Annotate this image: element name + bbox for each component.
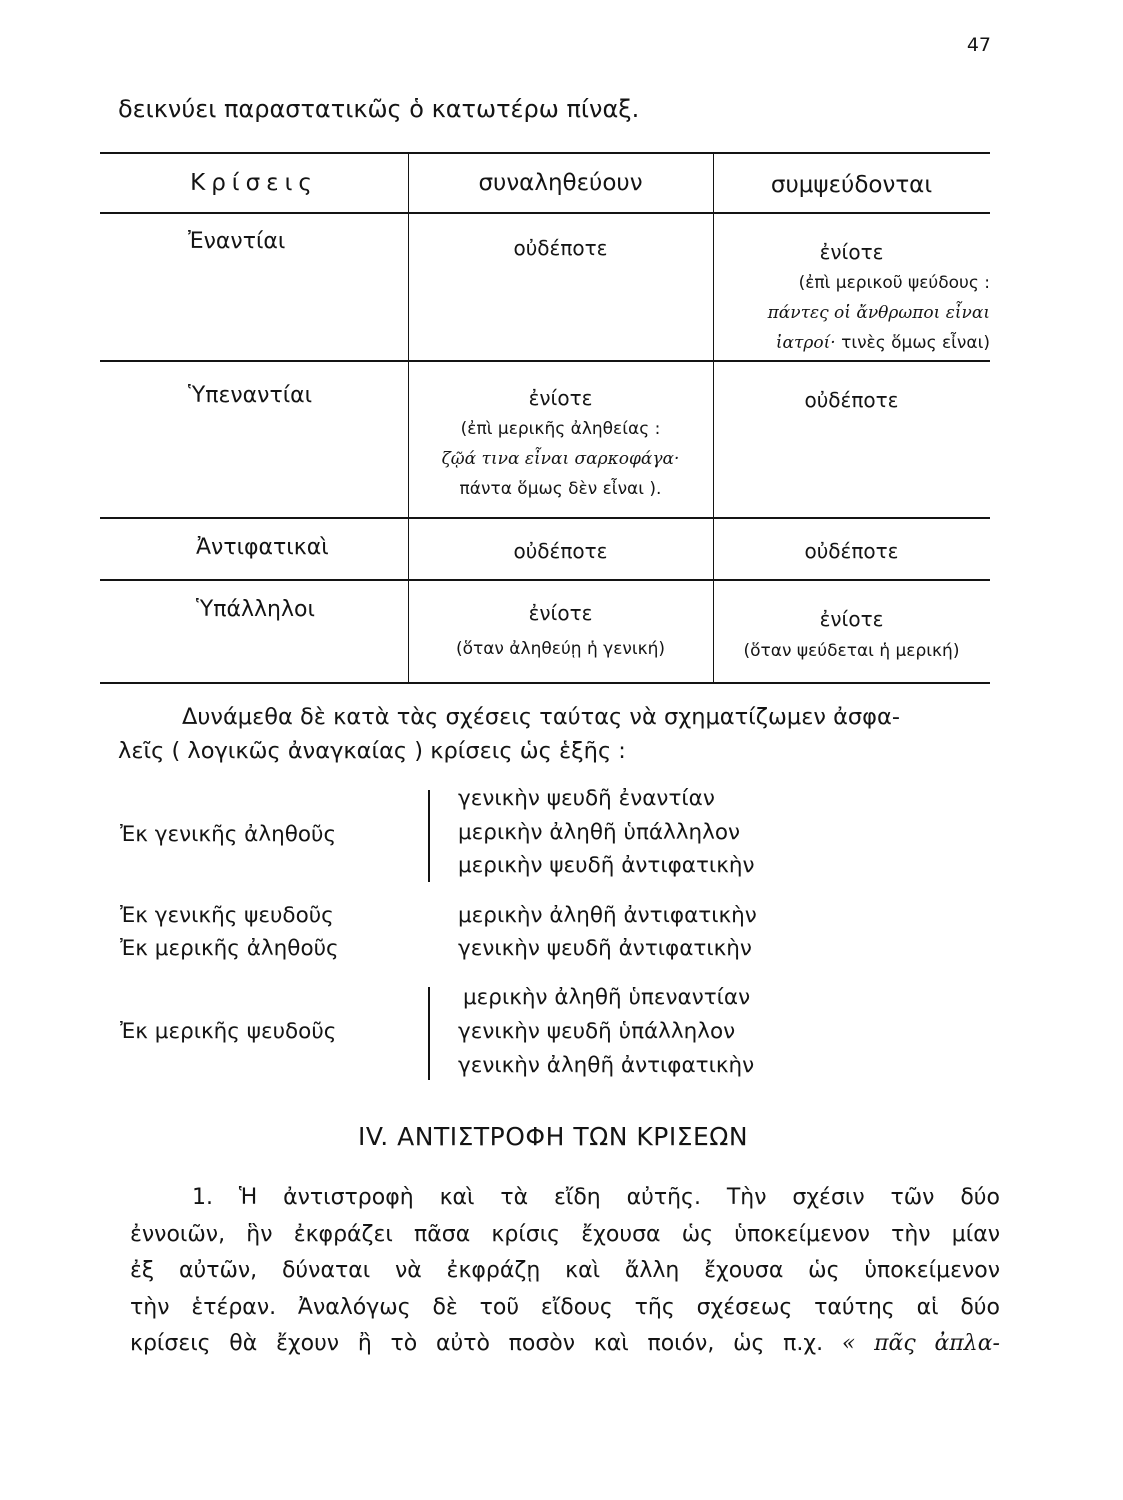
body-paragraph [130,1180,1000,1363]
judgement-item: γενικὴν ψευδῆ ὑπάλληλον [458,1019,736,1044]
row3-true-together: οὐδέποτε [513,539,608,563]
row4-true-together: ἐνίοτε [528,601,593,625]
body-line-4: τὴν ἑτέραν. Ἀναλόγως δὲ τοῦ εἴδους τῆς σχέσεως ταύτης αἱ δύο [130,1294,1000,1320]
row2-false-together: οὐδέποτε [804,388,899,412]
row4-false-together: ἐνίοτε [819,607,884,631]
paragraph-line-1: Δυνάμεθα δὲ κατὰ τὰς σχέσεις ταύτας νὰ σχηματίζωμεν ἀσφα- [182,704,900,730]
judgement-item: μερικὴν ἀληθῆ ὑπάλληλον [458,820,741,845]
row1-note [730,268,990,358]
judgement-label-general-false: Ἐκ γενικῆς ψευδοῦς [120,903,334,928]
judgement-item: γενικὴν ψευδῆ ἀντιφατικὴν [458,936,752,961]
judgement-label-general-true: Ἐκ γενικῆς ἀληθοῦς [120,822,337,847]
brace-particular-false [428,987,430,1080]
intro-line: δεικνύει παραστατικῶς ὁ κατωτέρω πίναξ. [118,95,640,123]
row2-note-tail: πάντα ὅμως δὲν εἶναι ). [459,479,662,499]
row1-true-together: οὐδέποτε [513,236,608,260]
judgement-item: γενικὴν ἀληθῆ ἀντιφατικὴν [458,1053,755,1078]
row1-note-line1: (ἐπὶ μερικοῦ ψεύδους : [798,273,990,293]
row2-note-line1: (ἐπὶ μερικῆς ἀληθείας : [460,419,661,439]
body-line-1-rest: Τὴν σχέσιν τῶν δύο [726,1185,1000,1210]
row1-note-example: πάντες οἱ ἄνθρωποι εἶναι [767,303,990,323]
table-rule-row1 [100,360,990,362]
row2-note [408,414,713,504]
row1-note-line3 [730,328,990,358]
table-rule-bottom [100,682,990,684]
table-rule-row2 [100,517,990,519]
paragraph-line-2: λεῖς ( λογικῶς ἀναγκαίας ) κρίσεις ὡς ἑξῆς : [118,738,626,764]
body-line-5-start: κρίσεις θὰ ἔχουν ἢ τὸ αὐτὸ ποσὸν καὶ ποιόν, ὡς π.χ. [130,1331,824,1356]
row3-false-together: οὐδέποτε [804,539,899,563]
judgement-label-particular-true: Ἐκ μερικῆς ἀληθοῦς [120,936,339,961]
row4-false-note: (ὅταν ψεύδεται ἡ μερική) [743,641,960,661]
table-rule-top [100,152,990,154]
row1-note-example-2: ἰατροί· [775,333,836,353]
table-rule-header [100,212,990,214]
body-line-3: ἐξ αὐτῶν, δύναται νὰ ἐκφράζῃ καὶ ἄλλη ἔχουσα ὡς ὑποκείμενον [130,1258,1000,1283]
row2-true-together: ἐνίοτε [528,386,593,410]
body-line-5 [130,1326,1000,1363]
row1-note-tail: τινὲς ὅμως εἶναι) [841,333,990,353]
page-number: 47 [966,34,991,56]
judgement-item: μερικὴν ἀληθῆ ἀντιφατικὴν [458,903,757,928]
body-line-1 [130,1180,1000,1217]
body-line-2: ἐννοιῶν, ἣν ἐκφράζει πᾶσα κρίσις ἔχουσα ὡς ὑποκείμενον τὴν μίαν [130,1221,1000,1247]
table-divider-2 [713,152,714,683]
body-subheading: 1. Ἡ ἀντιστροφὴ καὶ τὰ εἴδη αὐτῆς. [192,1185,701,1210]
judgement-item: γενικὴν ψευδῆ ἐναντίαν [458,786,715,811]
table-rule-row3 [100,579,990,581]
judgement-label-particular-false: Ἐκ μερικῆς ψευδοῦς [120,1019,337,1044]
judgement-item: μερικὴν ψευδῆ ἀντιφατικὴν [458,853,755,878]
header-judgements: Κρίσεις [190,170,318,196]
body-line-5-quote: « πᾶς ἀπλα- [841,1331,1000,1356]
judgement-relations-table [100,152,990,684]
section-heading: IV. ΑΝΤΙΣΤΡΟΦΗ ΤΩΝ ΚΡΙΣΕΩΝ [358,1122,749,1151]
brace-general-true [428,790,430,882]
row1-false-together: ἐνίοτε [819,240,884,264]
header-false-together: συμψεύδονται [770,172,933,198]
row-label-subaltern: Ὑπάλληλοι [196,597,315,622]
header-true-together: συναληθεύουν [478,170,643,196]
row-label-subcontrary: Ὑπεναντίαι [188,383,313,408]
judgement-item: μερικὴν ἀληθῆ ὑπεναντίαν [463,985,751,1010]
row4-true-note: (ὅταν ἀληθεύῃ ἡ γενική) [455,639,666,659]
row-label-contrary: Ἐναντίαι [188,229,286,254]
row-label-contradictory: Ἀντιφατικαὶ [196,535,329,560]
row2-note-example: ζῷά τινα εἶναι σαρκοφάγα· [441,449,680,469]
